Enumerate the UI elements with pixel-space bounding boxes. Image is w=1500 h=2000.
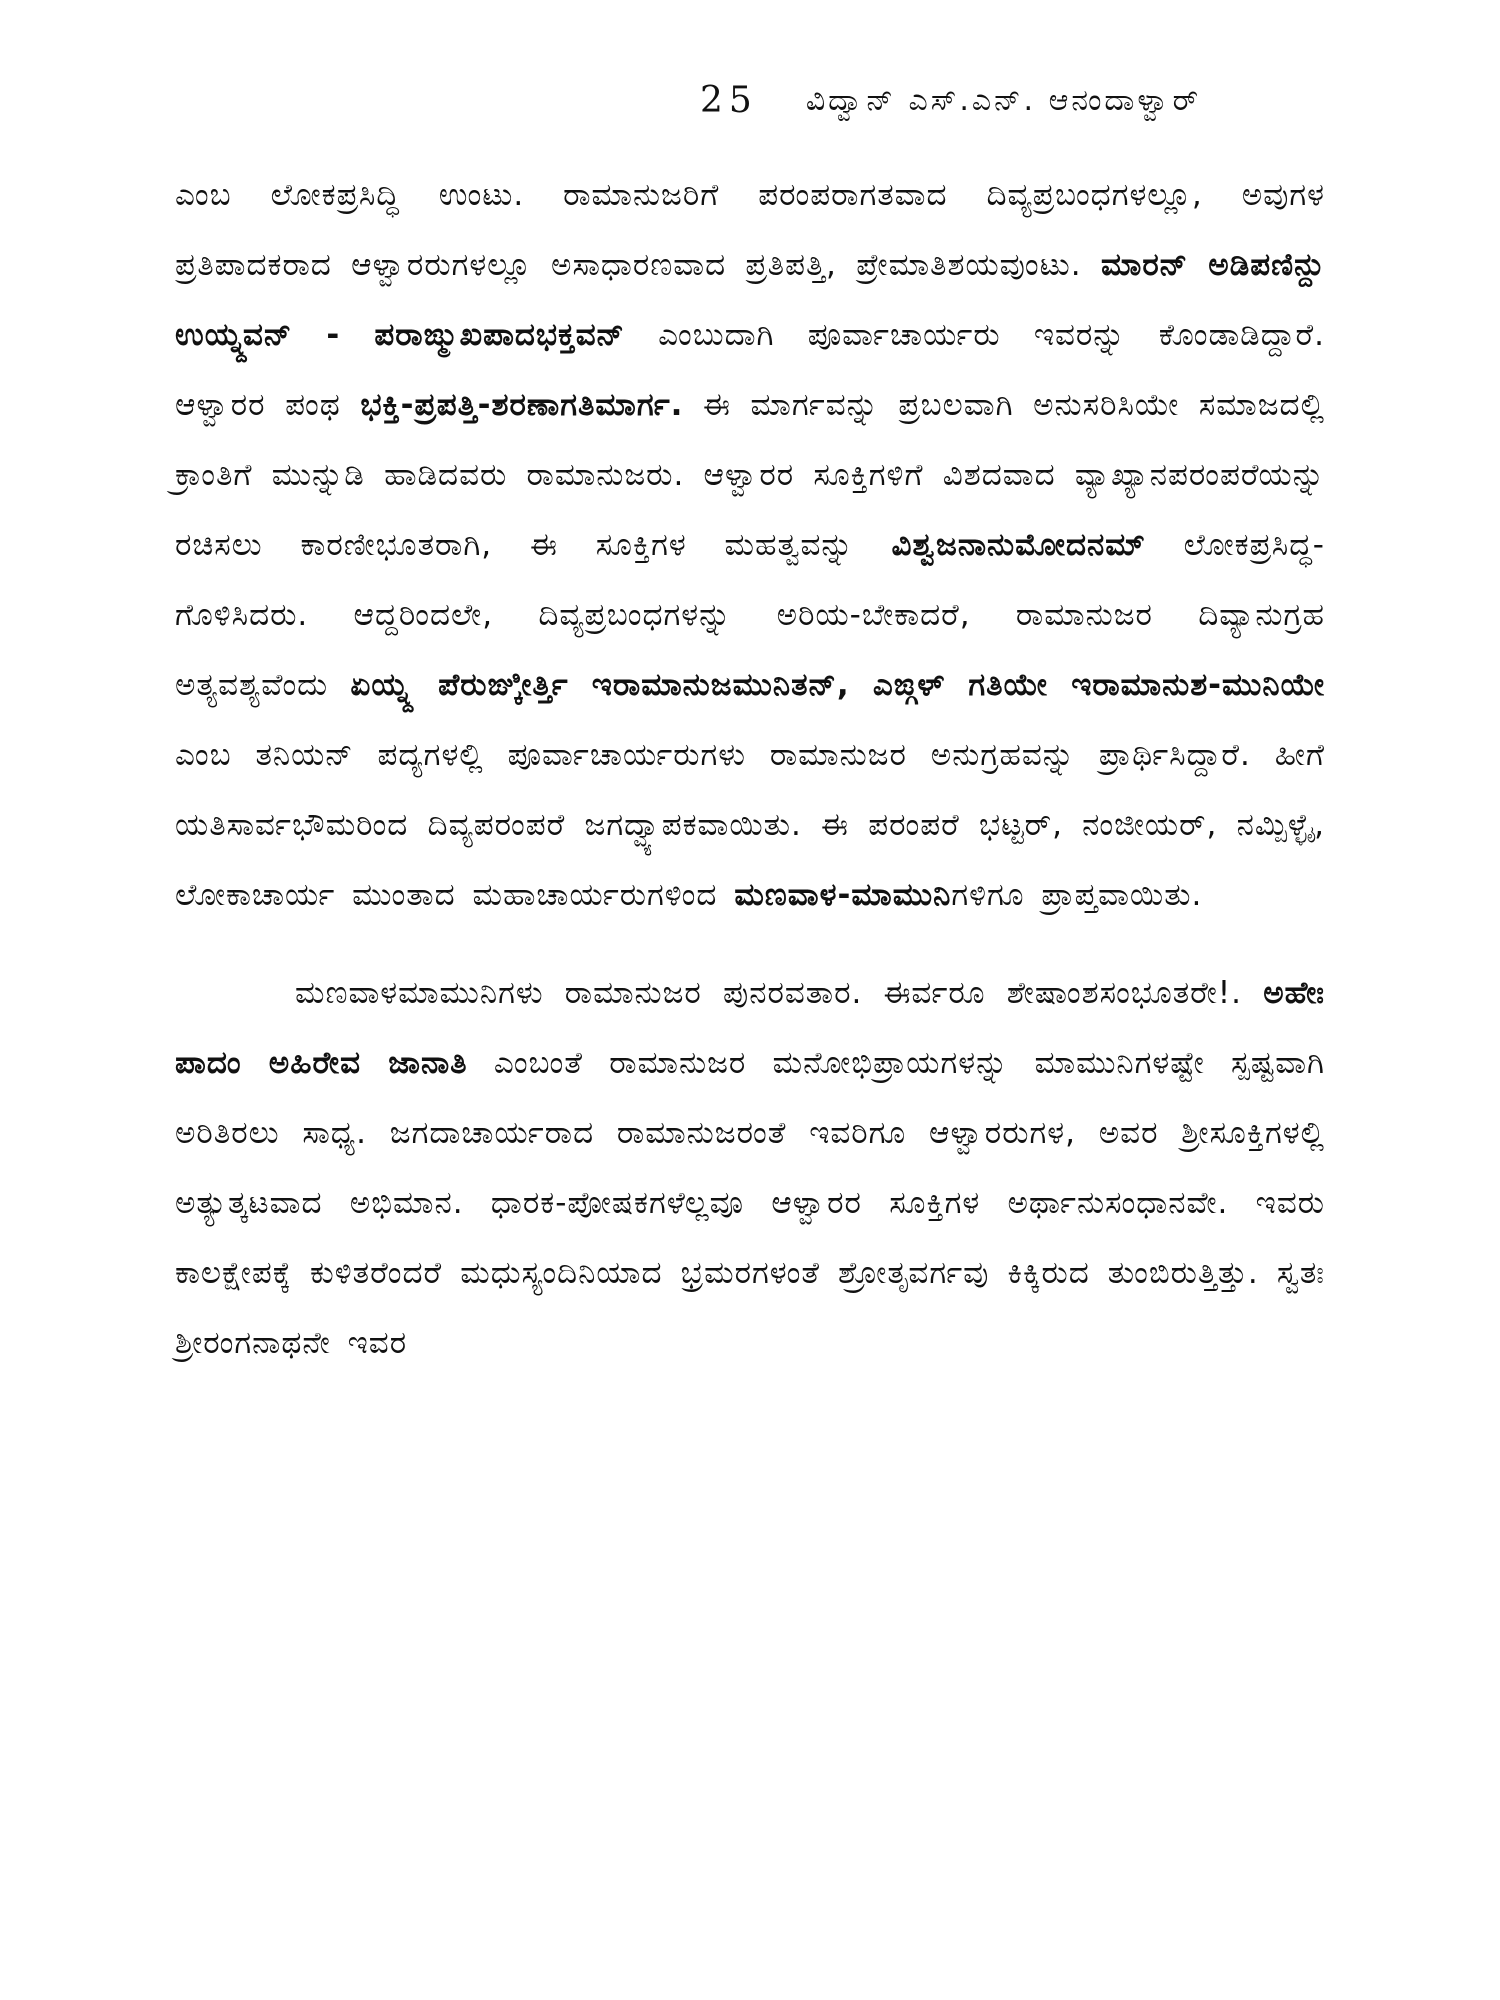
bold-name-run: ಮಣವಾಳ-ಮಾಮುನಿ xyxy=(734,877,952,913)
text-run: ಈ ಮಾರ್ಗವನ್ನು ಪ್ರಬಲವಾಗಿ ಅನುಸರಿಸಿಯೇ ಸಮಾಜದಲ್ಲಿ ಕ್ರಾಂತಿಗೆ ಮುನ್ನುಡಿ ಹಾಡಿದವರು ರಾಮಾನುಜರು. ಆಳ್ವಾರರ ಸೂಕ್ತಿಗಳಿಗೆ ವಿಶದವಾದ ವ್ಯಾಖ್ಯಾನಪರಂಪರೆಯನ್ನು ರಚಿಸಲು ಕಾರಣೀಭೂತರಾಗಿ, ಈ ಸೂಕ್ತಿಗಳ ಮಹತ್ವವನ್ನು xyxy=(175,387,1326,563)
text-run: ಎಂಬ ಲೋಕಪ್ರಸಿದ್ಧಿ ಉಂಟು. ರಾಮಾನುಜರಿಗೆ ಪರಂಪರಾಗತವಾದ ದಿವ್ಯಪ್ರಬಂಧಗಳಲ್ಲೂ, ಅವುಗಳ ಪ್ರತಿಪಾದಕರಾದ ಆಳ್ವಾರರುಗಳಲ್ಲೂ ಅಸಾಧಾರಣವಾದ ಪ್ರತಿಪತ್ತಿ, ಪ್ರೇಮಾತಿಶಯವುಂಟು. xyxy=(175,177,1325,283)
text-run: ಎಂಬಂತೆ ರಾಮಾನುಜರ ಮನೋಭಿಪ್ರಾಯಗಳನ್ನು ಮಾಮುನಿಗಳಷ್ಟೇ ಸ್ಪಷ್ಟವಾಗಿ ಅರಿತಿರಲು ಸಾಧ್ಯ. ಜಗದಾಚಾರ್ಯರಾದ ರಾಮಾನುಜರಂತೆ ಇವರಿಗೂ ಆಳ್ವಾರರುಗಳ, ಅವರ ಶ್ರೀಸೂಕ್ತಿಗಳಲ್ಲಿ ಅತ್ಯುತ್ಕಟವಾದ ಅಭಿಮಾನ. ಧಾರಕ-ಪೋಷಕಗಳೆಲ್ಲವೂ ಆಳ್ವಾರರ ಸೂಕ್ತಿಗಳ ಅರ್ಥಾನುಸಂಧಾನವೇ. ಇವರು ಕಾಲಕ್ಷೇಪಕ್ಕೆ ಕುಳಿತರೆಂದರೆ ಮಧುಸ್ಯಂದಿನಿಯಾದ ಭ್ರಮರಗಳಂತೆ ಶ್ರೋತೃವರ್ಗವು ಕಿಕ್ಕಿರುದ ತುಂಬಿರುತ್ತಿತ್ತು. ಸ್ವತಃ ಶ್ರೀರಂಗನಾಥನೇ ಇವರ xyxy=(175,1045,1325,1361)
body-text xyxy=(175,160,1325,1378)
text-run: ಎಂಬ ತನಿಯನ್ ಪದ್ಯಗಳಲ್ಲಿ ಪೂರ್ವಾಚಾರ್ಯರುಗಳು ರಾಮಾನುಜರ ಅನುಗ್ರಹವನ್ನು ಪ್ರಾರ್ಥಿಸಿದ್ದಾರೆ. ಹೀಗೆ ಯತಿಸಾರ್ವಭೌಮರಿಂದ ದಿವ್ಯಪರಂಪರೆ ಜಗದ್ವ್ಯಾಪಕವಾಯಿತು. ಈ ಪರಂಪರೆ ಭಟ್ಟರ್, ನಂಜೀಯರ್, ನಮ್ಪಿಳ್ಳೈ, ಲೋಕಾಚಾರ್ಯ ಮುಂತಾದ ಮಹಾಚಾರ್ಯರುಗಳಿಂದ xyxy=(175,737,1325,913)
text-run: ಎಂಬುದಾಗಿ ಪೂರ್ವಾಚಾರ್ಯರು ಇವರನ್ನು ಕೊಂಡಾಡಿದ್ದಾರೆ. ಆಳ್ವಾರರ ಪಂಥ xyxy=(175,317,1325,423)
text-run: ಗಳಿಗೂ ಪ್ರಾಪ್ತವಾಯಿತು. xyxy=(951,877,1203,913)
paragraph-2 xyxy=(175,958,1325,1378)
text-run: ಮಣವಾಳಮಾಮುನಿಗಳು ರಾಮಾನುಜರ ಪುನರವತಾರ. ಈರ್ವರೂ ಶೇಷಾಂಶಸಂಭೂತರೇ!. xyxy=(295,975,1264,1011)
bold-quote-run: ಅಹೇಃ ಪಾದಂ ಅಹಿರೇವ ಜಾನಾತಿ xyxy=(175,975,1325,1081)
running-title: ವಿದ್ವಾನ್ ಎಸ್.ಎನ್. ಆನಂದಾಳ್ವಾರ್ xyxy=(805,82,1202,118)
page-number: 25 xyxy=(700,79,758,121)
bold-term-run: ವಿಶ್ವಜನಾನುಮೋದನಮ್ xyxy=(891,527,1146,563)
running-header xyxy=(700,70,1320,130)
bold-quote-run: ಮಾರನ್ ಅಡಿಪಣಿನ್ದು ಉಯ್ನ್ದವನ್ - ಪರಾಙ್ಮುಖಪಾದಭಕ್ತವನ್ xyxy=(175,247,1325,353)
bold-term-run: ಭಕ್ತಿ-ಪ್ರಪತ್ತಿ-ಶರಣಾಗತಿಮಾರ್ಗ. xyxy=(360,387,684,423)
paragraph-1 xyxy=(175,160,1325,930)
bold-quote-run: ಏಯ್ನ್ದ ಪೆರುಙ್ಕೀರ್ತ್ತಿ ಇರಾಮಾನುಜಮುನಿತನ್, ಎಙ್ಗಳ್ ಗತಿಯೇ ಇರಾಮಾನುಶ-ಮುನಿಯೇ xyxy=(350,667,1325,703)
text-run: ಲೋಕಪ್ರಸಿದ್ಧ-ಗೊಳಿಸಿದರು. ಆದ್ದರಿಂದಲೇ, ದಿವ್ಯಪ್ರಬಂಧಗಳನ್ನು ಅರಿಯ-ಬೇಕಾದರೆ, ರಾಮಾನುಜರ ದಿವ್ಯಾನುಗ್ರಹ ಅತ್ಯವಶ್ಯವೆಂದು xyxy=(175,527,1325,703)
